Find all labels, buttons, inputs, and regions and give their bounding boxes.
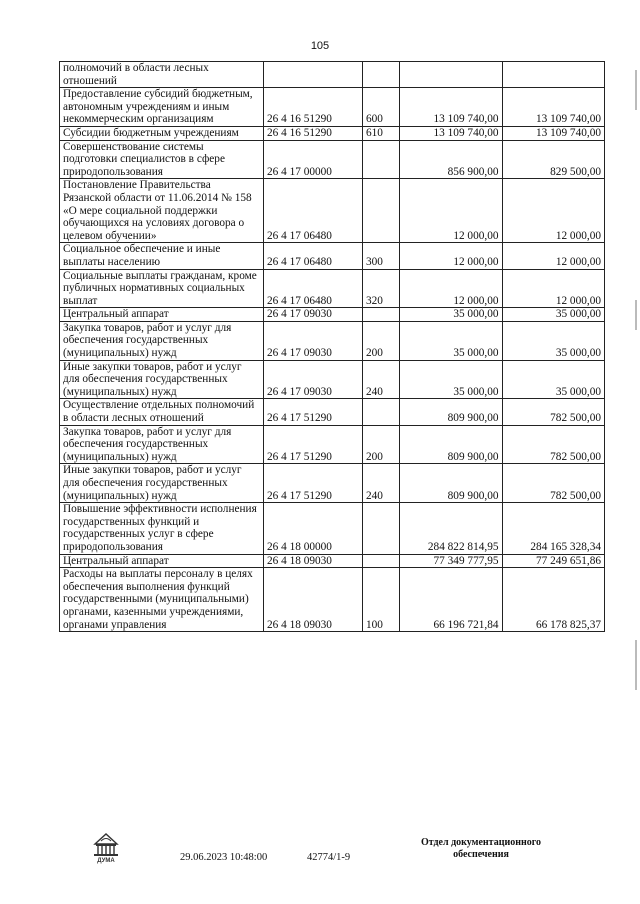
row-sum-1: 809 900,00 (400, 425, 503, 464)
row-name: Центральный аппарат (60, 308, 264, 322)
table-row (60, 269, 605, 308)
table-row (60, 425, 605, 464)
row-vr: 100 (363, 568, 400, 632)
scan-edge-mark (635, 300, 637, 330)
row-sum-1 (400, 62, 503, 88)
row-name: полномочий в области лесных отношений (60, 62, 264, 88)
row-name: Центральный аппарат (60, 554, 264, 568)
row-name: Иные закупки товаров, работ и услуг для обеспечения государственных (муниципальных) нужд (60, 360, 264, 399)
duma-emblem-icon (89, 830, 123, 864)
row-sum-2: 13 109 740,00 (502, 88, 605, 127)
row-sum-1: 66 196 721,84 (400, 568, 503, 632)
row-vr: 320 (363, 269, 400, 308)
row-name: Социальные выплаты гражданам, кроме публичных нормативных социальных выплат (60, 269, 264, 308)
department-line-2: обеспечения (453, 849, 509, 860)
row-code: 26 4 17 06480 (264, 269, 363, 308)
row-sum-2: 12 000,00 (502, 179, 605, 243)
row-vr: 240 (363, 464, 400, 503)
row-sum-2: 284 165 328,34 (502, 503, 605, 554)
row-sum-2: 35 000,00 (502, 360, 605, 399)
row-vr (363, 399, 400, 425)
row-sum-2 (502, 62, 605, 88)
row-sum-1: 856 900,00 (400, 140, 503, 179)
table-row (60, 179, 605, 243)
row-sum-2: 13 109 740,00 (502, 126, 605, 140)
row-sum-1: 77 349 777,95 (400, 554, 503, 568)
row-code: 26 4 16 51290 (264, 126, 363, 140)
row-sum-1: 809 900,00 (400, 464, 503, 503)
table-row (60, 503, 605, 554)
row-vr (363, 503, 400, 554)
row-name: Расходы на выплаты персоналу в целях обеспечения выполнения функций государственными (муниципальными) органами, казенными учреждениями, органами управления (60, 568, 264, 632)
row-sum-2: 35 000,00 (502, 321, 605, 360)
table-row (60, 126, 605, 140)
row-code: 26 4 17 06480 (264, 243, 363, 269)
row-sum-2: 66 178 825,37 (502, 568, 605, 632)
row-vr (363, 308, 400, 322)
scan-edge-mark (635, 640, 637, 690)
row-name: Повышение эффективности исполнения государственных функций и государственных услуг в сфере природопользования (60, 503, 264, 554)
row-sum-1: 35 000,00 (400, 321, 503, 360)
row-code: 26 4 17 06480 (264, 179, 363, 243)
emblem-label: ДУМА (97, 858, 115, 864)
row-sum-2: 12 000,00 (502, 243, 605, 269)
row-sum-2: 782 500,00 (502, 425, 605, 464)
row-vr: 610 (363, 126, 400, 140)
table-row (60, 554, 605, 568)
department-stamp (396, 837, 566, 861)
row-sum-2: 12 000,00 (502, 269, 605, 308)
row-code: 26 4 18 09030 (264, 568, 363, 632)
row-name: Закупка товаров, работ и услуг для обеспечения государственных (муниципальных) нужд (60, 425, 264, 464)
row-code: 26 4 17 51290 (264, 464, 363, 503)
row-name: Социальное обеспечение и иные выплаты населению (60, 243, 264, 269)
row-vr: 200 (363, 425, 400, 464)
row-sum-1: 35 000,00 (400, 360, 503, 399)
row-code: 26 4 18 00000 (264, 503, 363, 554)
row-name: Субсидии бюджетным учреждениям (60, 126, 264, 140)
row-name: Осуществление отдельных полномочий в области лесных отношений (60, 399, 264, 425)
row-sum-2: 829 500,00 (502, 140, 605, 179)
row-name: Совершенствование системы подготовки специалистов в сфере природопользования (60, 140, 264, 179)
row-sum-1: 809 900,00 (400, 399, 503, 425)
row-vr: 300 (363, 243, 400, 269)
row-sum-1: 284 822 814,95 (400, 503, 503, 554)
table-row (60, 360, 605, 399)
row-sum-2: 35 000,00 (502, 308, 605, 322)
row-sum-2: 782 500,00 (502, 464, 605, 503)
table-row (60, 321, 605, 360)
page-number: 105 (310, 40, 330, 52)
row-name: Иные закупки товаров, работ и услуг для обеспечения государственных (муниципальных) нужд (60, 464, 264, 503)
row-sum-1: 12 000,00 (400, 269, 503, 308)
row-code: 26 4 17 09030 (264, 360, 363, 399)
row-name: Постановление Правительства Рязанской области от 11.06.2014 № 158 «О мере социальной поддержки обучающихся на условиях договора о целевом обучении» (60, 179, 264, 243)
table-row (60, 308, 605, 322)
row-code: 26 4 17 09030 (264, 308, 363, 322)
table-row (60, 140, 605, 179)
row-code: 26 4 17 00000 (264, 140, 363, 179)
table-row (60, 568, 605, 632)
row-code: 26 4 16 51290 (264, 88, 363, 127)
row-vr (363, 140, 400, 179)
table-row (60, 62, 605, 88)
row-vr: 200 (363, 321, 400, 360)
row-sum-2: 782 500,00 (502, 399, 605, 425)
row-code: 26 4 17 09030 (264, 321, 363, 360)
row-sum-1: 35 000,00 (400, 308, 503, 322)
row-code (264, 62, 363, 88)
row-code: 26 4 17 51290 (264, 425, 363, 464)
budget-table (59, 61, 605, 632)
table-row (60, 88, 605, 127)
row-vr: 240 (363, 360, 400, 399)
row-code: 26 4 17 51290 (264, 399, 363, 425)
row-vr (363, 62, 400, 88)
footer-datetime: 29.06.2023 10:48:00 (180, 852, 268, 863)
row-sum-2: 77 249 651,86 (502, 554, 605, 568)
scan-edge-mark (635, 70, 637, 110)
row-sum-1: 13 109 740,00 (400, 88, 503, 127)
table-row (60, 464, 605, 503)
footer-doc-number: 42774/1-9 (307, 852, 351, 863)
row-name: Предоставление субсидий бюджетным, автономным учреждениям и иным некоммерческим организациям (60, 88, 264, 127)
row-sum-1: 12 000,00 (400, 243, 503, 269)
row-sum-1: 13 109 740,00 (400, 126, 503, 140)
row-name: Закупка товаров, работ и услуг для обеспечения государственных (муниципальных) нужд (60, 321, 264, 360)
table-row (60, 399, 605, 425)
row-code: 26 4 18 09030 (264, 554, 363, 568)
row-vr: 600 (363, 88, 400, 127)
table-row (60, 243, 605, 269)
department-line-1: Отдел документационного (420, 837, 542, 848)
row-vr (363, 179, 400, 243)
row-sum-1: 12 000,00 (400, 179, 503, 243)
row-vr (363, 554, 400, 568)
